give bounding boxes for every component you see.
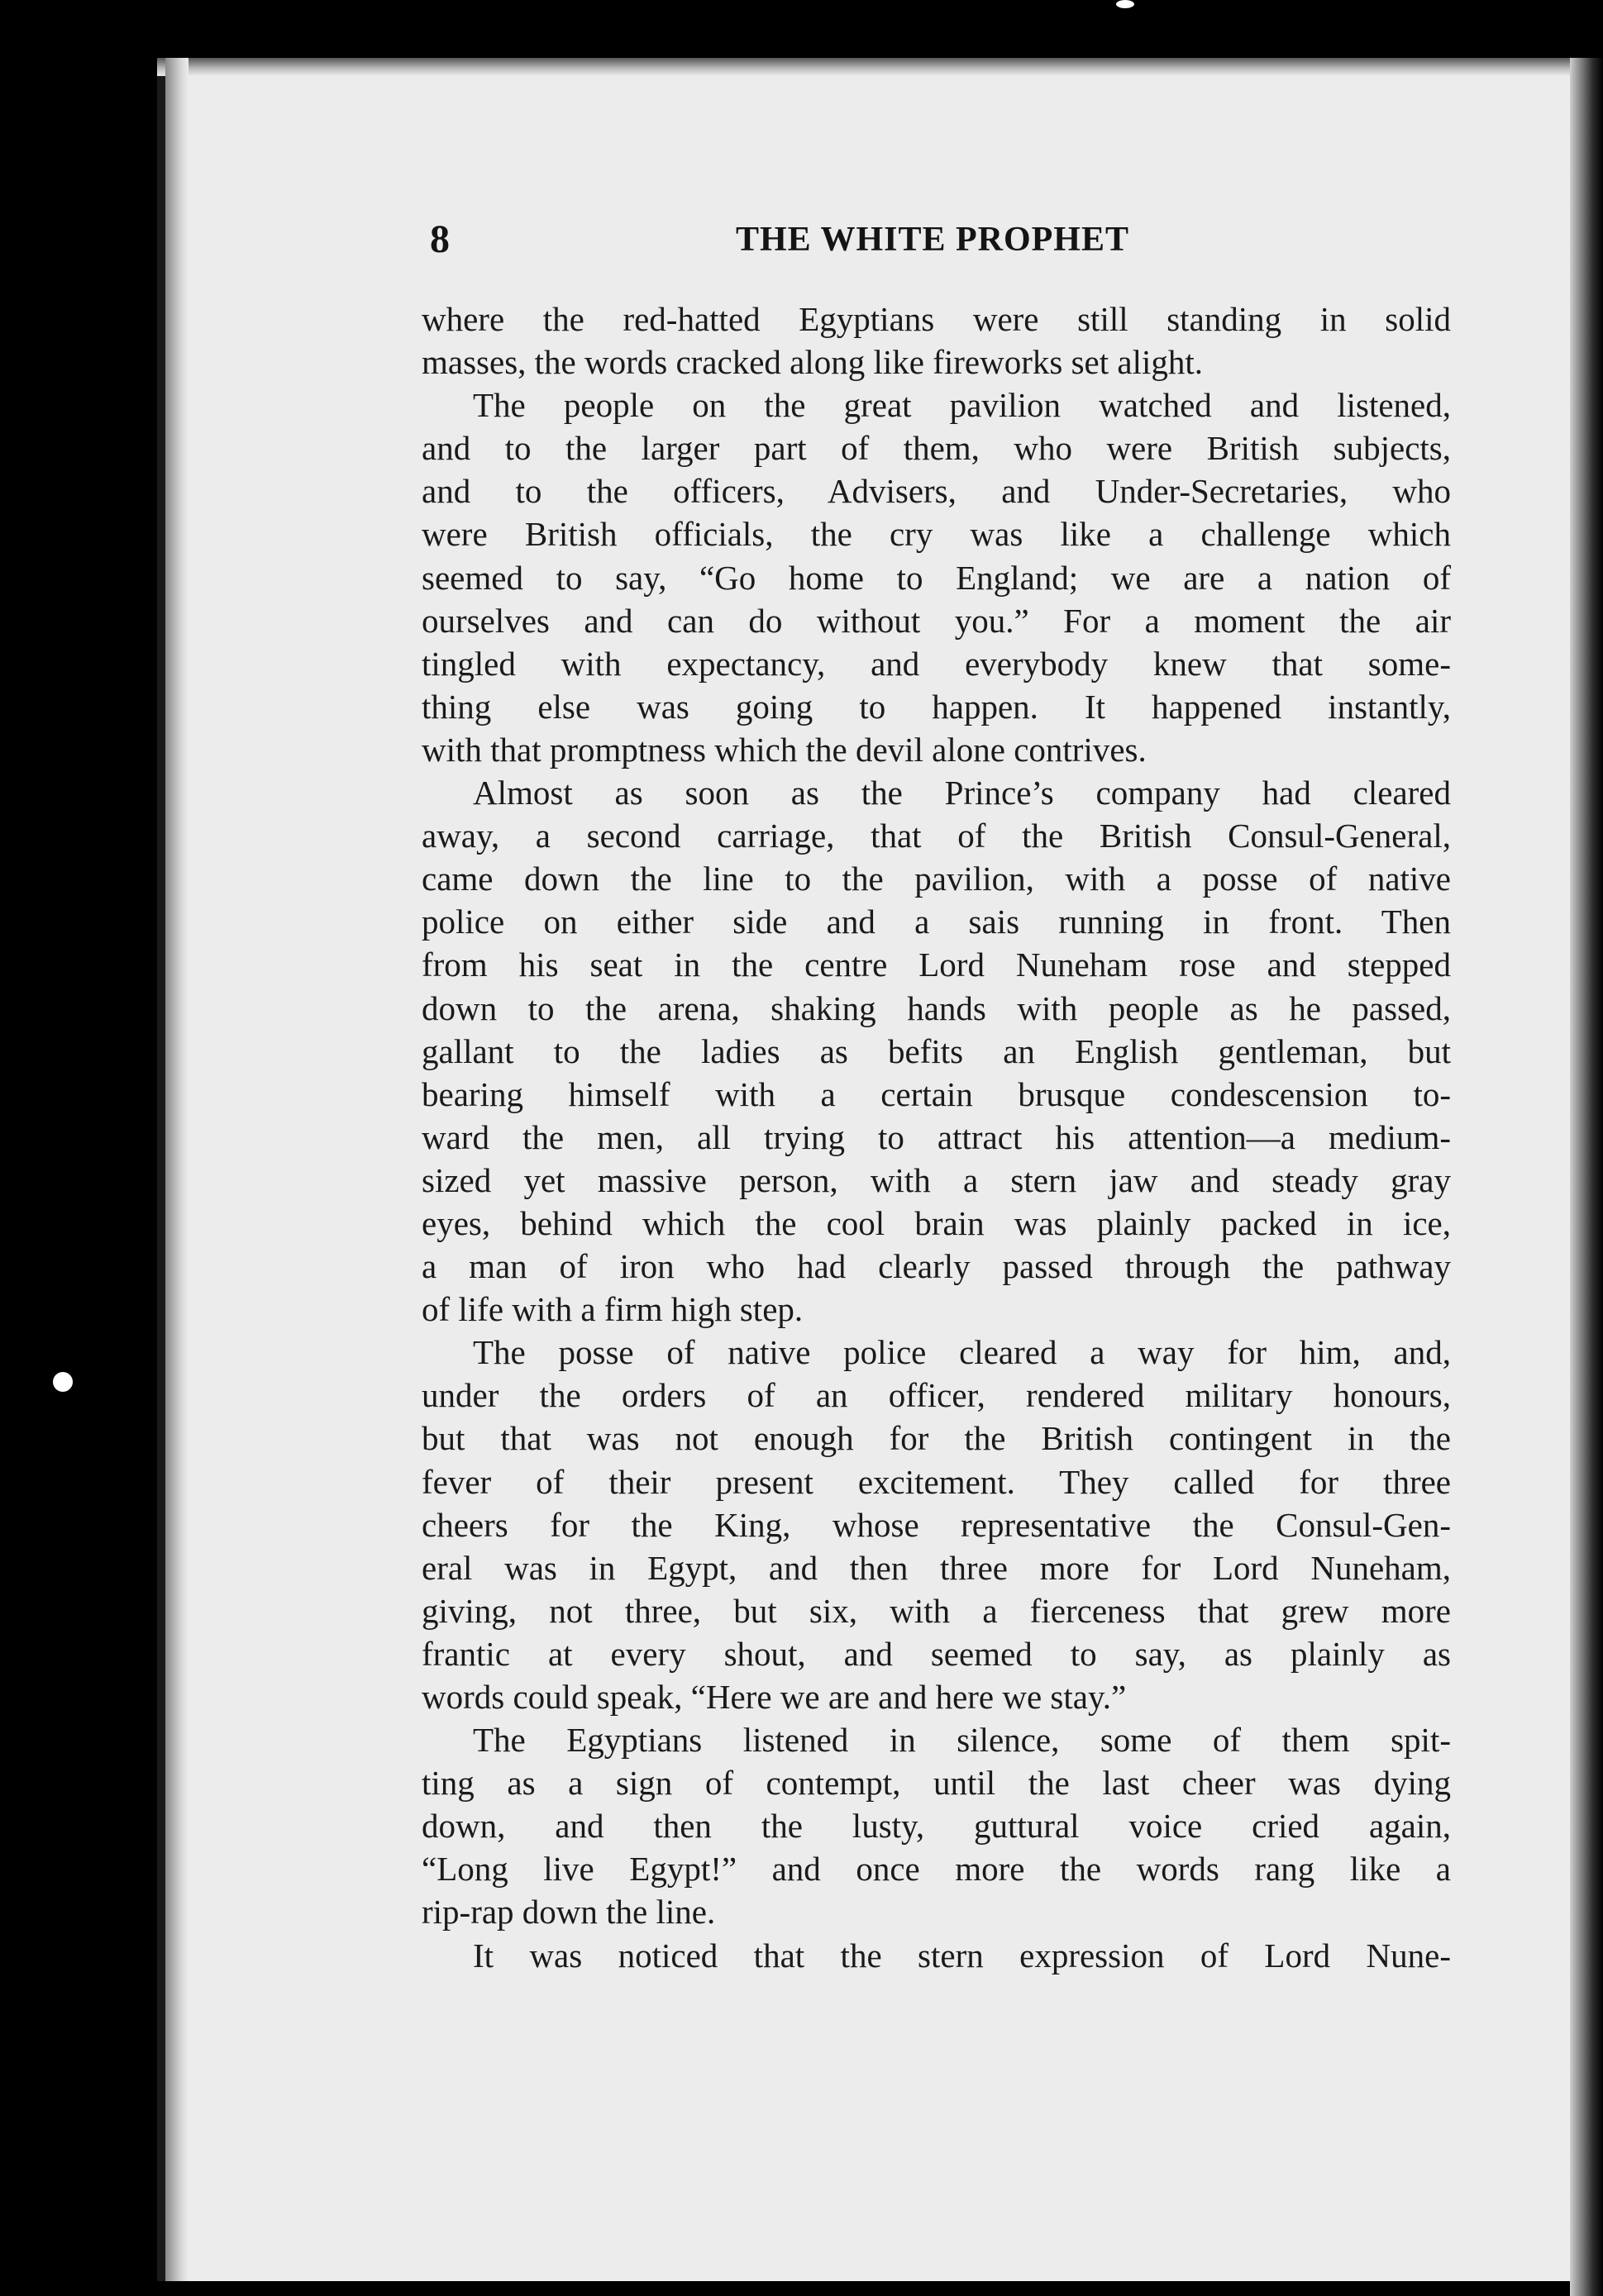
- text-line: eyes, behind which the cool brain was plainly packed in ice,: [422, 1203, 1451, 1242]
- text-line: from his seat in the centre Lord Nuneham rose and stepped: [422, 946, 1451, 984]
- text-line: and to the officers, Advisers, and Under-Secretaries, who: [422, 472, 1451, 511]
- text-line: tingled with expectancy, and everybody knew that some-: [422, 644, 1451, 683]
- text-line: seemed to say, “Go home to England; we are a nation of: [422, 558, 1451, 597]
- text-line: police on either side and a sais running in front. Then: [422, 903, 1451, 941]
- binding-shadow: [165, 58, 188, 2281]
- text-line: masses, the words cracked along like fireworks set alight.: [422, 343, 1204, 382]
- text-line: were British officials, the cry was like a challenge which: [422, 515, 1451, 554]
- text-line: The Egyptians listened in silence, some of them spit-: [473, 1721, 1451, 1760]
- text-line: thing else was going to happen. It happened instantly,: [422, 687, 1451, 726]
- text-line: and to the larger part of them, who were British subjects,: [422, 429, 1451, 468]
- text-line: where the red-hatted Egyptians were still standing in solid: [422, 300, 1451, 338]
- page-top-edge: [157, 58, 1587, 76]
- text-line: ward the men, all trying to attract his attention—a medium-: [422, 1117, 1451, 1156]
- text-line: but that was not enough for the British contingent in the: [422, 1419, 1451, 1458]
- text-line: words could speak, “Here we are and here we stay.”: [422, 1678, 1127, 1716]
- text-line: rip-rap down the line.: [422, 1893, 716, 1932]
- text-line: down, and then the lusty, guttural voice cried again,: [422, 1807, 1451, 1846]
- text-line: giving, not three, but six, with a fierceness that grew more: [422, 1591, 1451, 1630]
- text-line: came down the line to the pavilion, with a posse of native: [422, 860, 1451, 898]
- text-line: ourselves and can do without you.” For a moment the air: [422, 601, 1451, 640]
- text-line: ting as a sign of contempt, until the last cheer was dying: [422, 1764, 1451, 1803]
- running-head: [430, 217, 1447, 266]
- text-line: The posse of native police cleared a way for him, and,: [473, 1333, 1451, 1372]
- text-line: eral was in Egypt, and then three more for Lord Nuneham,: [422, 1548, 1451, 1587]
- text-line: under the orders of an officer, rendered military honours,: [422, 1376, 1451, 1415]
- body-text: [422, 298, 1451, 1977]
- text-line: gallant to the ladies as befits an English gentleman, but: [422, 1031, 1451, 1070]
- scan-speck: [1116, 0, 1134, 8]
- text-line: bearing himself with a certain brusque condescension to-: [422, 1074, 1451, 1113]
- text-line: It was noticed that the stern expression of Lord Nune-: [473, 1936, 1451, 1974]
- margin-speck: [53, 1372, 73, 1392]
- text-line: a man of iron who had clearly passed through the pathway: [422, 1247, 1451, 1286]
- running-title: THE WHITE PROPHET: [736, 221, 1129, 259]
- text-line: sized yet massive person, with a stern jaw and steady gray: [422, 1160, 1451, 1199]
- text-line: fever of their present excitement. They called for three: [422, 1462, 1451, 1501]
- text-line: “Long live Egypt!” and once more the words rang like a: [422, 1850, 1451, 1889]
- text-line: of life with a firm high step.: [422, 1290, 804, 1329]
- text-line: cheers for the King, whose representative the Consul-Gen-: [422, 1505, 1451, 1544]
- text-line: The people on the great pavilion watched and listened,: [473, 386, 1451, 425]
- text-line: Almost as soon as the Prince’s company had cleared: [473, 774, 1451, 812]
- text-line: frantic at every shout, and seemed to say, as plainly as: [422, 1634, 1451, 1673]
- text-line: away, a second carriage, that of the British Consul-General,: [422, 817, 1451, 855]
- page-number: 8: [430, 217, 450, 261]
- text-line: down to the arena, shaking hands with people as he passed,: [422, 988, 1451, 1027]
- page-right-edge: [1570, 58, 1603, 2296]
- text-line: with that promptness which the devil alone contrives.: [422, 730, 1147, 769]
